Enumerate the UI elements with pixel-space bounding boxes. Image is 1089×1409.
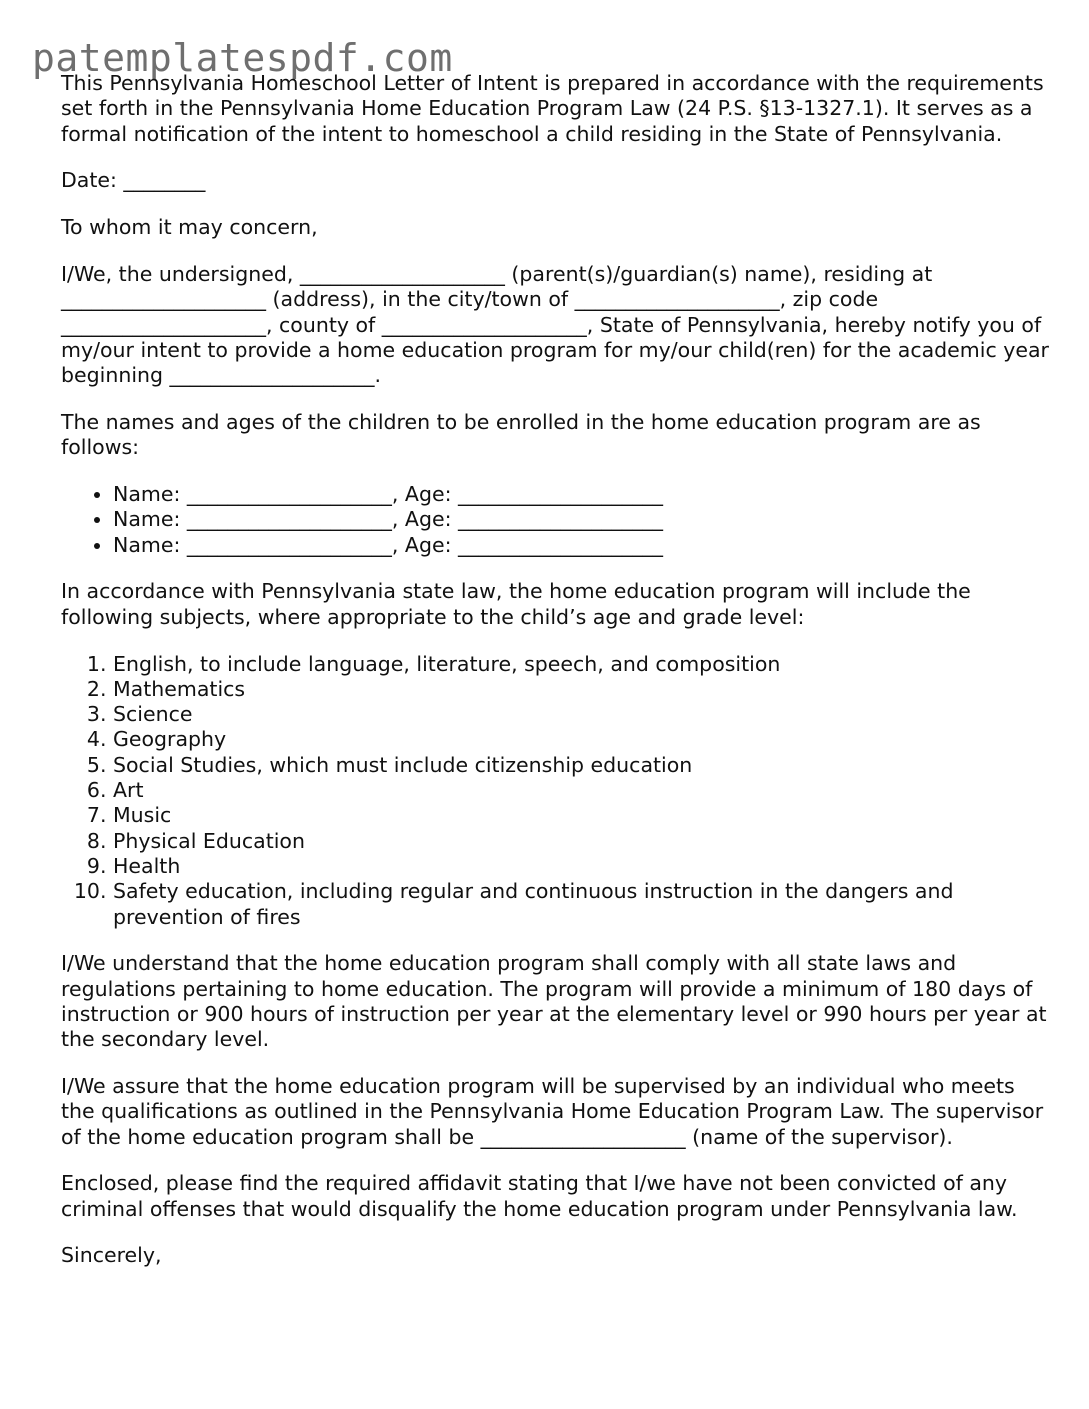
subject-item: 5. Social Studies, which must include citizenship education: [113, 753, 1051, 778]
subject-item: 1. English, to include language, literature, speech, and composition: [113, 652, 1051, 677]
supervisor-paragraph: I/We assure that the home education program will be supervised by an individual who meets the qualifications as outlined in the Pennsylvania Home Education Program Law. The supervisor of the home education program shall be ____________________ (name of the supervisor).: [61, 1074, 1044, 1149]
subject-item: 6. Art: [113, 778, 1051, 803]
watermark-text: patemplatespdf.com: [32, 36, 453, 80]
children-intro: The names and ages of the children to be enrolled in the home education program are as follows:: [61, 409, 981, 460]
subject-item: 4. Geography: [113, 727, 1051, 752]
subject-item: 8. Physical Education: [113, 829, 1051, 854]
notify-paragraph: I/We, the undersigned, ____________________ (parent(s)/guardian(s) name), residing at ____________________ (address), in the city/town of ____________________, zip code ____________________, county of ____________________, State of Pennsylvania, hereby notify you of my/our intent to provide a home education program for my/our child(ren) for the academic year beginning ____________________.: [61, 261, 1049, 388]
subjects-list: [61, 652, 1051, 930]
date-line: Date: ________: [61, 168, 206, 193]
child-entry: • Name: ____________________, Age: ____________________: [113, 507, 1051, 532]
subject-item: 10. Safety education, including regular and continuous instruction in the dangers and prevention of fires: [113, 879, 1051, 930]
compliance-paragraph: I/We understand that the home education program shall comply with all state laws and regulations pertaining to home education. The program will provide a minimum of 180 days of instruction or 900 hours of instruction per year at the elementary level or 990 hours per year at the secondary level.: [61, 951, 1047, 1052]
child-entry: • Name: ____________________, Age: ____________________: [113, 482, 1051, 507]
affidavit-paragraph: Enclosed, please find the required affidavit stating that I/we have not been convicted of any criminal offenses that would disqualify the home education program under Pennsylvania law.: [61, 1171, 1018, 1221]
subjects-intro: In accordance with Pennsylvania state law, the home education program will include the following subjects, where appropriate to the child’s age and grade level:: [61, 579, 971, 629]
letter-body: [61, 71, 1051, 1290]
salutation: To whom it may concern,: [61, 215, 318, 240]
intro-paragraph: This Pennsylvania Homeschool Letter of Intent is prepared in accordance with the requirements set forth in the Pennsylvania Home Education Program Law (24 P.S. §13-1327.1). It serves as a formal notification of the intent to homeschool a child residing in the State of Pennsylvania.: [61, 71, 1044, 146]
closing: Sincerely,: [61, 1243, 162, 1268]
child-entry: • Name: ____________________, Age: ____________________: [113, 533, 1051, 558]
subject-item: 9. Health: [113, 854, 1051, 879]
subject-item: 3. Science: [113, 702, 1051, 727]
subject-item: 7. Music: [113, 803, 1051, 828]
subject-item: 2. Mathematics: [113, 677, 1051, 702]
children-list: [61, 482, 1051, 558]
